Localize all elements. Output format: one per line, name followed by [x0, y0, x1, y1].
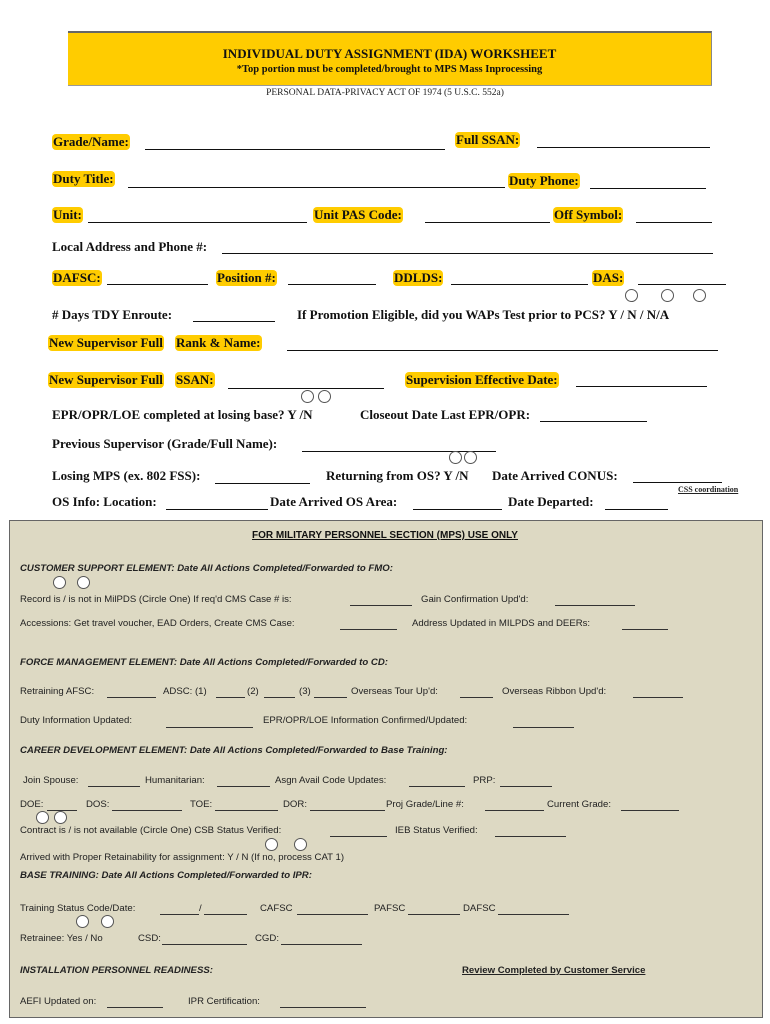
worksheet-subtitle: *Top portion must be completed/brought to MPS Mass Inprocessing — [236, 64, 543, 75]
unit-input[interactable] — [88, 222, 307, 223]
local-address-input[interactable] — [222, 253, 713, 254]
date-departed-input[interactable] — [605, 509, 668, 510]
label-das: DAS: — [593, 270, 624, 285]
label-os-ribbon: Overseas Ribbon Upd'd: — [502, 686, 607, 697]
section-heading-ipr-head: INSTALLATION PERSONNEL READINESS: — [20, 965, 213, 976]
label-grade-name: Grade/Name: — [53, 134, 129, 149]
proj-grade-input[interactable] — [485, 810, 544, 811]
label-asgn-avail: Asgn Avail Code Updates: — [275, 775, 387, 786]
label-adsc3: (3) — [299, 686, 311, 697]
label-losing-mps: Losing MPS (ex. 802 FSS): — [52, 468, 201, 483]
label-full-ssan: Full SSAN: — [456, 132, 520, 147]
ieb-status-input[interactable] — [495, 836, 566, 837]
duty-title-input[interactable] — [128, 187, 505, 188]
label-local-address: Local Address and Phone #: — [52, 239, 208, 254]
ddlds-input[interactable] — [451, 284, 588, 285]
mps-section-title: FOR MILITARY PERSONNEL SECTION (MPS) USE ONLY — [252, 530, 518, 541]
waps-n-radio[interactable] — [661, 289, 674, 302]
supervision-effective-date-input[interactable] — [576, 386, 707, 387]
asgn-avail-code-input[interactable] — [409, 786, 465, 787]
retain-n-radio[interactable] — [294, 838, 307, 851]
grade-name-input[interactable] — [145, 149, 445, 150]
label-epr-info: EPR/OPR/LOE Information Confirmed/Updated: — [263, 715, 468, 726]
label-prp: PRP: — [473, 775, 496, 786]
join-spouse-input[interactable] — [88, 786, 140, 787]
aefi-updated-input[interactable] — [107, 1007, 163, 1008]
privacy-notice: PERSONAL DATA-PRIVACY ACT OF 1974 (5 U.S.C. 552a) — [266, 88, 504, 98]
label-unit-pas: Unit PAS Code: — [314, 207, 402, 222]
adsc-3-input[interactable] — [314, 697, 347, 698]
label-duty-phone: Duty Phone: — [509, 173, 579, 188]
training-status-date-input[interactable] — [204, 914, 247, 915]
label-retraining-afsc: Retraining AFSC: — [20, 686, 95, 697]
days-tdy-input[interactable] — [193, 321, 275, 322]
os-n-radio[interactable] — [464, 451, 477, 464]
label-unit: Unit: — [53, 207, 82, 222]
mps-dafsc-input[interactable] — [498, 914, 569, 915]
label-date-os-area: Date Arrived OS Area: — [270, 494, 398, 509]
label-gain-conf: Gain Confirmation Upd'd: — [421, 594, 529, 605]
retraining-afsc-input[interactable] — [107, 697, 156, 698]
section-heading-fme-head: FORCE MANAGEMENT ELEMENT: Date All Actions Completed/Forwarded to CD: — [20, 657, 388, 668]
retain-y-radio[interactable] — [265, 838, 278, 851]
record-is-not-radio[interactable] — [77, 576, 90, 589]
full-ssan-input[interactable] — [537, 147, 710, 148]
label-waps: If Promotion Eligible, did you WAPs Test prior to PCS? Y / N / N/A — [297, 307, 670, 322]
label-ddlds: DDLDS: — [394, 270, 443, 285]
accessions-input[interactable] — [340, 629, 397, 630]
label-cafsc: CAFSC — [260, 903, 293, 914]
label-sup-rank-name-b: Rank & Name: — [176, 335, 261, 350]
toe-input[interactable] — [215, 810, 278, 811]
current-grade-input[interactable] — [621, 810, 679, 811]
duty-phone-input[interactable] — [590, 188, 706, 189]
label-contract: Contract is / is not available (Circle One) CSB Status Verified: — [20, 825, 282, 836]
cafsc-input[interactable] — [297, 914, 368, 915]
adsc-2-input[interactable] — [264, 697, 295, 698]
section-heading-bt-head: BASE TRAINING: Date All Actions Completed/Forwarded to IPR: — [20, 870, 312, 881]
unit-pas-code-input[interactable] — [425, 222, 550, 223]
contract-is-radio[interactable] — [36, 811, 49, 824]
label-proj-grade: Proj Grade/Line #: — [386, 799, 464, 810]
humanitarian-input[interactable] — [217, 786, 270, 787]
epr-info-confirmed-input[interactable] — [513, 727, 574, 728]
date-arrived-os-input[interactable] — [413, 509, 502, 510]
label-cgd: CGD: — [255, 933, 279, 944]
label-dos: DOS: — [86, 799, 110, 810]
label-humanitarian: Humanitarian: — [145, 775, 205, 786]
date-arrived-conus-input[interactable] — [633, 482, 722, 483]
training-status-code-input[interactable] — [160, 914, 199, 915]
label-retainability: Arrived with Proper Retainability for assignment: Y / N (If no, process CAT 1) — [20, 852, 345, 863]
overseas-ribbon-input[interactable] — [633, 697, 683, 698]
label-pafsc: PAFSC — [374, 903, 406, 914]
address-updated-input[interactable] — [622, 629, 668, 630]
cms-case-input[interactable] — [350, 605, 412, 606]
label-off-symbol: Off Symbol: — [554, 207, 623, 222]
dor-input[interactable] — [310, 810, 385, 811]
duty-info-updated-input[interactable] — [166, 727, 253, 728]
label-duty-title: Duty Title: — [53, 171, 114, 186]
epr-n-radio[interactable] — [318, 390, 331, 403]
label-returning-os: Returning from OS? Y /N — [326, 468, 469, 483]
label-training-status: Training Status Code/Date: — [20, 903, 136, 914]
ipr-certification-input[interactable] — [280, 1007, 366, 1008]
label-csd: CSD: — [138, 933, 161, 944]
label-sup-eff-date: Supervision Effective Date: — [406, 372, 558, 387]
label-sup-ssan-a: New Supervisor Full — [49, 372, 163, 387]
csd-input[interactable] — [162, 944, 247, 945]
os-y-radio[interactable] — [449, 451, 462, 464]
label-duty-info: Duty Information Updated: — [20, 715, 132, 726]
label-review: Review Completed by Customer Service — [462, 965, 646, 976]
label-position: Position #: — [217, 270, 276, 285]
label-epr-losing: EPR/OPR/LOE completed at losing base? Y /N — [52, 407, 313, 422]
label-date-conus: Date Arrived CONUS: — [492, 468, 618, 483]
off-symbol-input[interactable] — [636, 222, 712, 223]
closeout-date-input[interactable] — [540, 421, 647, 422]
label-toe: TOE: — [190, 799, 213, 810]
label-days-tdy: # Days TDY Enroute: — [52, 307, 173, 322]
supervisor-ssan-input[interactable] — [228, 388, 384, 389]
waps-y-radio[interactable] — [625, 289, 638, 302]
section-heading-cse-head: CUSTOMER SUPPORT ELEMENT: Date All Actions Completed/Forwarded to FMO: — [20, 563, 393, 574]
label-join-spouse: Join Spouse: — [23, 775, 79, 786]
gain-confirmation-input[interactable] — [555, 605, 635, 606]
prp-input[interactable] — [500, 786, 552, 787]
label-css-coord: CSS coordination — [678, 485, 739, 494]
worksheet-title: INDIVIDUAL DUTY ASSIGNMENT (IDA) WORKSHEET — [222, 46, 557, 61]
record-is-radio[interactable] — [53, 576, 66, 589]
os-location-input[interactable] — [166, 509, 268, 510]
dafsc-input[interactable] — [107, 284, 208, 285]
retrainee-yes-radio[interactable] — [76, 915, 89, 928]
label-ieb: IEB Status Verified: — [395, 825, 478, 836]
label-prev-sup: Previous Supervisor (Grade/Full Name): — [52, 436, 278, 451]
waps-na-radio[interactable] — [693, 289, 706, 302]
label-doe: DOE: — [20, 799, 44, 810]
label-date-departed: Date Departed: — [508, 494, 594, 509]
label-retrainee: Retrainee: Yes / No — [20, 933, 103, 944]
cgd-input[interactable] — [281, 944, 362, 945]
label-dor: DOR: — [283, 799, 307, 810]
label-os-location: OS Info: Location: — [52, 494, 157, 509]
supervisor-rank-name-input[interactable] — [287, 350, 718, 351]
label-aefi: AEFI Updated on: — [20, 996, 97, 1007]
overseas-tour-input[interactable] — [460, 697, 493, 698]
label-slash: / — [199, 903, 202, 914]
adsc-1-input[interactable] — [216, 697, 245, 698]
label-current-grade: Current Grade: — [547, 799, 611, 810]
label-address-upd: Address Updated in MILPDS and DEERs: — [412, 618, 591, 629]
label-closeout: Closeout Date Last EPR/OPR: — [360, 407, 531, 422]
position-number-input[interactable] — [288, 284, 376, 285]
das-input[interactable] — [638, 284, 726, 285]
contract-is-not-radio[interactable] — [54, 811, 67, 824]
label-adsc1: ADSC: (1) — [163, 686, 207, 697]
label-sup-rank-name-a: New Supervisor Full — [49, 335, 163, 350]
losing-mps-input[interactable] — [215, 483, 310, 484]
label-accessions: Accessions: Get travel voucher, EAD Orders, Create CMS Case: — [20, 618, 295, 629]
dos-input[interactable] — [112, 810, 182, 811]
label-adsc2: (2) — [247, 686, 259, 697]
label-dafsc: DAFSC — [463, 903, 496, 914]
retrainee-no-radio[interactable] — [101, 915, 114, 928]
epr-y-radio[interactable] — [301, 390, 314, 403]
label-ipr-cert: IPR Certification: — [188, 996, 260, 1007]
csb-status-input[interactable] — [330, 836, 387, 837]
section-heading-cde-head: CAREER DEVELOPMENT ELEMENT: Date All Actions Completed/Forwarded to Base Training: — [20, 745, 448, 756]
worksheet-header — [68, 31, 712, 85]
label-dafsc: DAFSC: — [53, 270, 101, 285]
label-sup-ssan-b: SSAN: — [176, 372, 214, 387]
label-os-tour: Overseas Tour Up'd: — [351, 686, 438, 697]
pafsc-input[interactable] — [408, 914, 460, 915]
label-record: Record is / is not in MilPDS (Circle One) If req'd CMS Case # is: — [20, 594, 292, 605]
